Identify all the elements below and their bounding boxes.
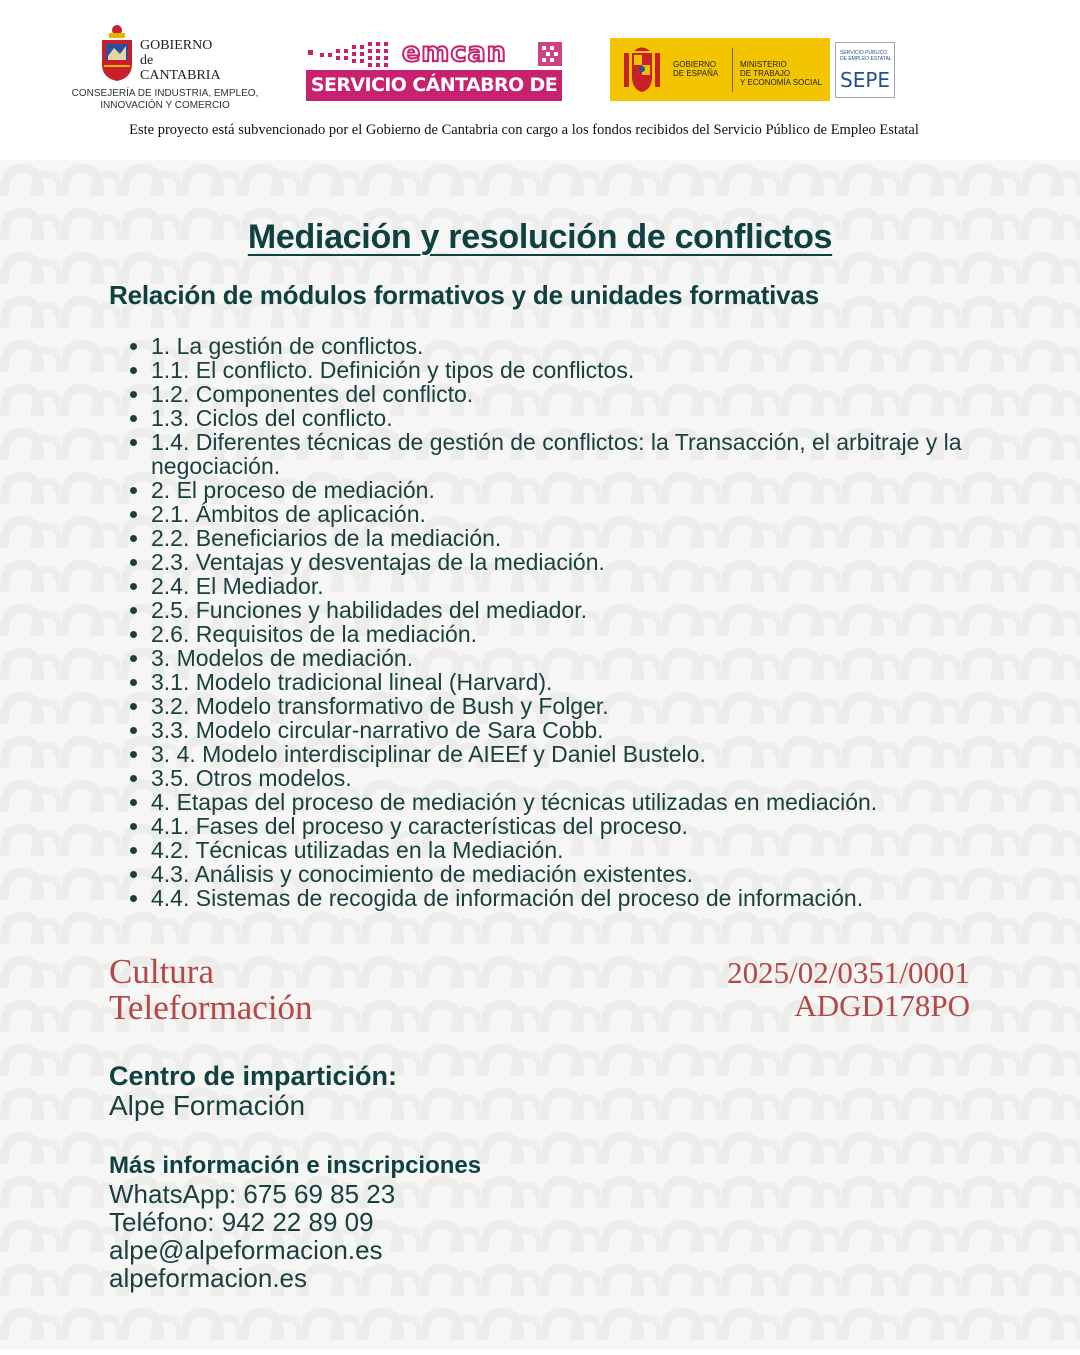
whatsapp-link[interactable]: WhatsApp: 675 69 85 23 bbox=[109, 1179, 396, 1209]
consejeria-line1: CONSEJERÍA DE INDUSTRIA, EMPLEO, bbox=[71, 88, 259, 99]
cantabria-line1: GOBIERNO bbox=[140, 38, 213, 53]
info-label: Más información e inscripciones bbox=[109, 1152, 482, 1179]
list-item: • 2. El proceso de mediación. bbox=[151, 478, 991, 502]
list-item: • 3. Modelos de mediación. bbox=[151, 646, 991, 670]
centro-label: Centro de impartición: bbox=[109, 1061, 398, 1091]
list-item: • 4. Etapas del proceso de mediación y técnicas utilizadas en mediación. bbox=[151, 790, 991, 814]
emcan-service-name: SERVICIO CÁNTABRO DE EMPLEO bbox=[306, 70, 562, 101]
course-codes bbox=[727, 956, 970, 1022]
list-item: • 2.3. Ventajas y desventajas de la mediación. bbox=[151, 550, 991, 574]
emcan-wordmark: emcan bbox=[402, 37, 507, 68]
sepe-logo bbox=[835, 42, 895, 98]
gobierno-espana-logo bbox=[610, 38, 830, 101]
list-item: • 4.3. Análisis y conocimiento de mediación existentes. bbox=[151, 862, 991, 886]
sepe-small-line2: DE EMPLEO ESTATAL bbox=[840, 56, 892, 62]
website-link[interactable]: alpeformacion.es bbox=[109, 1263, 307, 1293]
cantabria-consejeria bbox=[70, 88, 260, 112]
list-item: • 2.2. Beneficiarios de la mediación. bbox=[151, 526, 991, 550]
ministerio-line3: Y ECONOMÍA SOCIAL bbox=[740, 78, 823, 87]
centro-value: Alpe Formación bbox=[109, 1090, 306, 1121]
list-item: • 2.5. Funciones y habilidades del mediador. bbox=[151, 598, 991, 622]
list-item: • 4.1. Fases del proceso y características del proceso. bbox=[151, 814, 991, 838]
list-item: • 2.6. Requisitos de la mediación. bbox=[151, 622, 991, 646]
cantabria-line2: de bbox=[140, 53, 154, 68]
spain-coat-of-arms-icon bbox=[622, 45, 662, 95]
list-item: • 2.1. Ámbitos de aplicación. bbox=[151, 502, 991, 526]
subsidy-notice: Este proyecto está subvencionado por el Gobierno de Cantabria con cargo a los fondos recibidos del Servicio Público de Empleo Estatal bbox=[129, 122, 919, 138]
modules-subtitle: Relación de módulos formativos y de unidades formativas bbox=[109, 280, 819, 310]
list-item: • 3.2. Modelo transformativo de Bush y Folger. bbox=[151, 694, 991, 718]
contact-info bbox=[109, 1180, 395, 1292]
header bbox=[0, 0, 1080, 160]
course-code-1: 2025/02/0351/0001 bbox=[727, 955, 970, 990]
gobierno-espana-line1: GOBIERNO bbox=[673, 60, 717, 69]
ministerio-line2: DE TRABAJO bbox=[740, 69, 791, 78]
consejeria-line2: INNOVACIÓN Y COMERCIO bbox=[100, 100, 230, 111]
emcan-logo bbox=[306, 37, 564, 127]
list-item: • 3. 4. Modelo interdisciplinar de AIEEf y Daniel Bustelo. bbox=[151, 742, 991, 766]
email-link[interactable]: alpe@alpeformacion.es bbox=[109, 1235, 383, 1265]
list-item: • 1.1. El conflicto. Definición y tipos de conflictos. bbox=[151, 358, 991, 382]
course-title: Mediación y resolución de conflictos bbox=[247, 218, 833, 256]
cantabria-line3: CANTABRIA bbox=[140, 68, 221, 83]
gobierno-cantabria-logo bbox=[70, 22, 260, 114]
gobierno-divider bbox=[732, 48, 733, 92]
list-item: • 3.3. Modelo circular-narrativo de Sara Cobb. bbox=[151, 718, 991, 742]
list-item: • 4.4. Sistemas de recogida de información del proceso de información. bbox=[151, 886, 991, 910]
category-line2: Teleformación bbox=[109, 988, 313, 1027]
list-item: • 1.2. Componentes del conflicto. bbox=[151, 382, 991, 406]
sepe-small-line1: SERVICIO PÚBLICO bbox=[840, 50, 888, 56]
list-item: • 2.4. El Mediador. bbox=[151, 574, 991, 598]
cantabria-name bbox=[140, 38, 221, 83]
gobierno-espana-line2: DE ESPAÑA bbox=[673, 69, 719, 78]
category-line1: Cultura bbox=[109, 952, 214, 991]
course-code-2: ADGD178PO bbox=[794, 988, 970, 1023]
ministerio-line1: MINISTERIO bbox=[740, 60, 787, 69]
phone-link[interactable]: Teléfono: 942 22 89 09 bbox=[109, 1207, 374, 1237]
list-item: • 1.3. Ciclos del conflicto. bbox=[151, 406, 991, 430]
list-item: • 4.2. Técnicas utilizadas en la Mediación. bbox=[151, 838, 991, 862]
gobierno-espana-text bbox=[673, 60, 718, 78]
cantabria-shield-icon bbox=[100, 24, 134, 82]
list-item: • 1.4. Diferentes técnicas de gestión de conflictos: la Transacción, el arbitraje y la negociación. bbox=[151, 430, 991, 478]
modules-list bbox=[128, 334, 991, 910]
list-item: • 3.5. Otros modelos. bbox=[151, 766, 991, 790]
list-item: • 3.1. Modelo tradicional lineal (Harvard). bbox=[151, 670, 991, 694]
course-category bbox=[109, 954, 313, 1026]
sepe-full-name bbox=[840, 50, 892, 62]
list-item: • 1. La gestión de conflictos. bbox=[151, 334, 991, 358]
sepe-acronym: SEPE bbox=[840, 68, 891, 92]
ministerio-text bbox=[740, 60, 822, 87]
